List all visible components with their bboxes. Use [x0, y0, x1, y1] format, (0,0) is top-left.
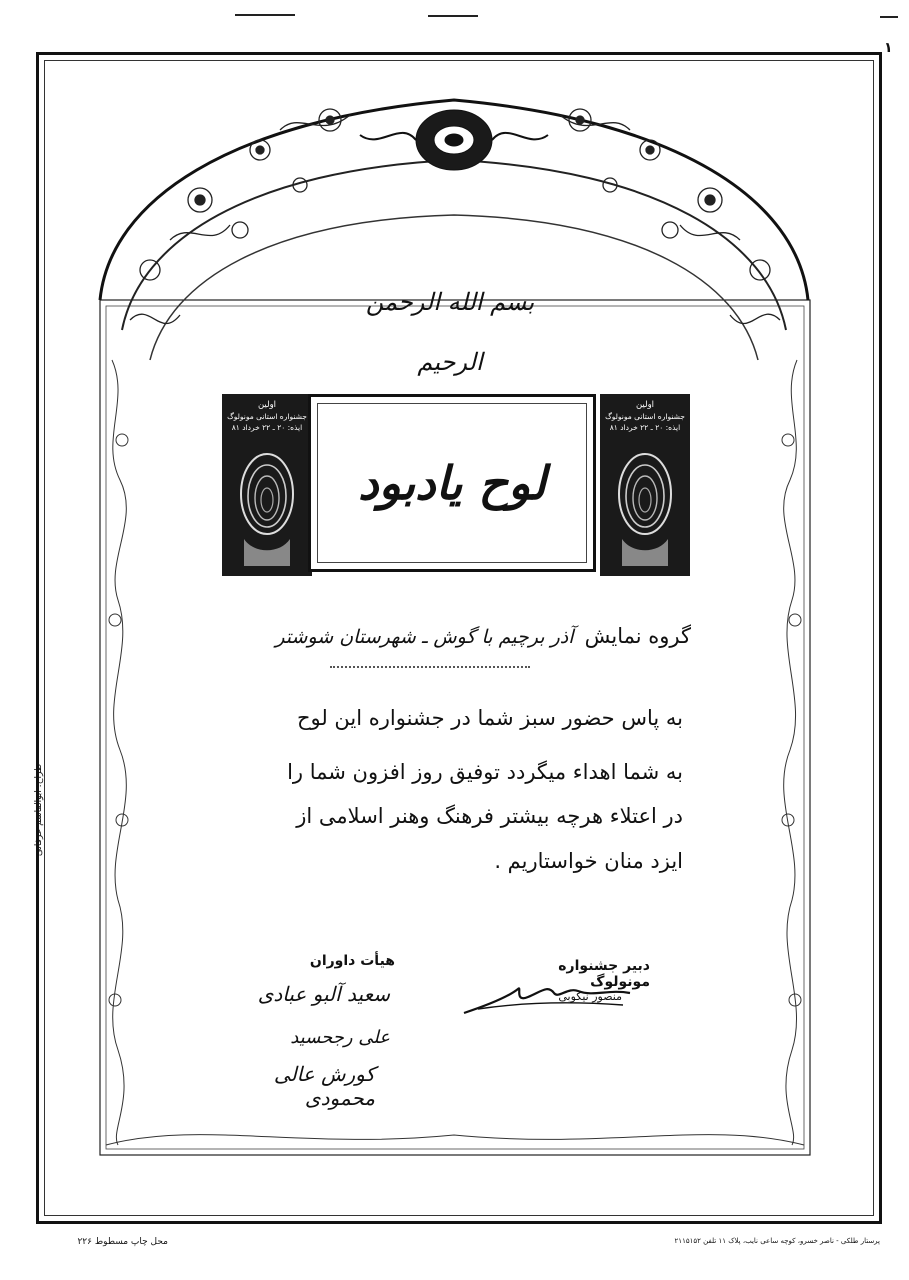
secretary-signature-scribble	[458, 975, 638, 1025]
body-line-3: در اعتلاء هرچه بیشتر فرهنگ وهنر اسلامی از	[296, 804, 683, 828]
title-box	[308, 394, 596, 572]
poster-line-2: جشنواره استانی مونولوگ	[605, 412, 685, 421]
poster-line-2: جشنواره استانی مونولوگ	[227, 412, 307, 421]
secretary-title: دبیر جشنواره مونولوگ	[558, 958, 650, 990]
group-line	[211, 614, 691, 658]
body-line-4: ایزد منان خواستاریم .	[494, 849, 683, 873]
poster-line-3: ایذه: ۲۰ ـ ۲۲ خرداد ۸۱	[231, 423, 303, 432]
thumbprint-icon	[612, 444, 678, 569]
poster-line-3: ایذه: ۲۰ ـ ۲۲ خرداد ۸۱	[609, 423, 681, 432]
page-number: ۱	[884, 40, 893, 56]
jury-signature-3: کورش عالی محمودی	[273, 1062, 375, 1110]
printer-address: پرستار طلکی - ناصر خسرو، کوچه ساعی نایب، پلاک ۱۱ تلفن ۲۱۱۵۱۵۲	[674, 1237, 880, 1245]
festival-poster-right	[600, 394, 690, 576]
jury-signature-1: سعید آلبو عبادی	[257, 982, 390, 1006]
bismillah-calligraphy: بسم الله الرحمن الرحیم	[365, 288, 535, 376]
dotted-separator	[330, 666, 530, 668]
poster-line-1: اولین	[635, 400, 655, 410]
body-line-2: به شما اهداء میگردد توفیق روز افزون شما را	[287, 760, 683, 784]
secretary-name: منصور نیکوبی	[558, 990, 622, 1003]
group-label: گروه نمایش	[584, 624, 691, 648]
designer-credit: طراح: ابوالقاسم عرفانی	[34, 763, 44, 857]
jury-signature-2: علی رجحسید	[290, 1027, 390, 1048]
poster-line-1: اولین	[257, 400, 277, 410]
festival-poster-left	[222, 394, 312, 576]
thumbprint-icon	[234, 444, 300, 569]
print-location: محل چاپ مسطوط ۲۲۶	[77, 1237, 168, 1247]
group-name-handwritten: آذر برچیم با گوش ـ شهرستان شوشتر	[275, 626, 574, 648]
certificate-title: لوح یادبود	[358, 456, 546, 510]
body-line-1: به پاس حضور سبز شما در جشنواره این لوح	[296, 706, 683, 730]
jury-title: هیأت داوران	[309, 953, 395, 969]
